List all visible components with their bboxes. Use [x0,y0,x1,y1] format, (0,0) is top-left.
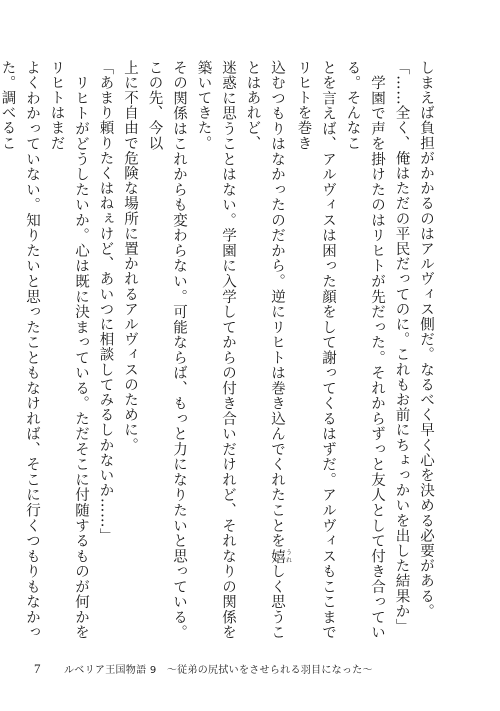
ruby-annotation [269,548,292,564]
text-line-7: その関係はこれからも変わらない。可能ならば、もっと力になりたいと思っている。この先、今以 [146,60,187,640]
text-line-4: とを言えば、アルヴィスは困った顔をして謝ってくるはずだ。アルヴィスもここまでリヒトを巻き [295,60,336,640]
page-number: 7 [34,661,41,676]
text-line-5 [240,60,291,640]
text-line-3: 学園で声を掛けたのはリヒトが先だった。それからずっと友人として付き合っている。そんなこ [344,60,385,640]
page-footer [34,661,373,677]
text-line-1: しまえば負担がかかるのはアルヴィス側だ。なるべく早く心を決める必要がある。 [418,60,434,619]
ruby-base: 嬉 [269,548,285,564]
body-text [0,60,438,641]
text-line-6: 迷惑に思うことはない。学園に入学してからの付き合いだけれど、それなりの関係を築いてきた。 [195,60,236,640]
text-line-2: 「……全く、俺はただの平民だってのに。これもお前にちょっかいを出した結果か」 [393,60,410,634]
text-line-10: リヒトがどうしたいか。心は既に決まっている。ただそこに付随するものが何かをリヒトはまだ [48,60,89,640]
ruby-reading: うれ [284,548,292,564]
text-line-5-main: 込むつもりはなかったのだから。逆にリヒトは巻き込んでくれたことを [269,60,285,549]
running-title: ルベリア王国物語 9 ～従弟の尻拭いをさせられる羽目になった～ [64,665,373,676]
text-line-5-tail: しく思うことはあれど、 [244,60,285,641]
text-line-11: よくわかっていない。知りたいと思ったこともなければ、そこに行くつもりもなかった。調べるこ [0,60,40,640]
text-line-8: 上に不自由で危険な場所に置かれるアルヴィスのために。 [122,60,138,453]
text-line-9: 「あまり頼りたくはねぇけど、あいつに相談してみるしかないか……」 [97,60,114,544]
